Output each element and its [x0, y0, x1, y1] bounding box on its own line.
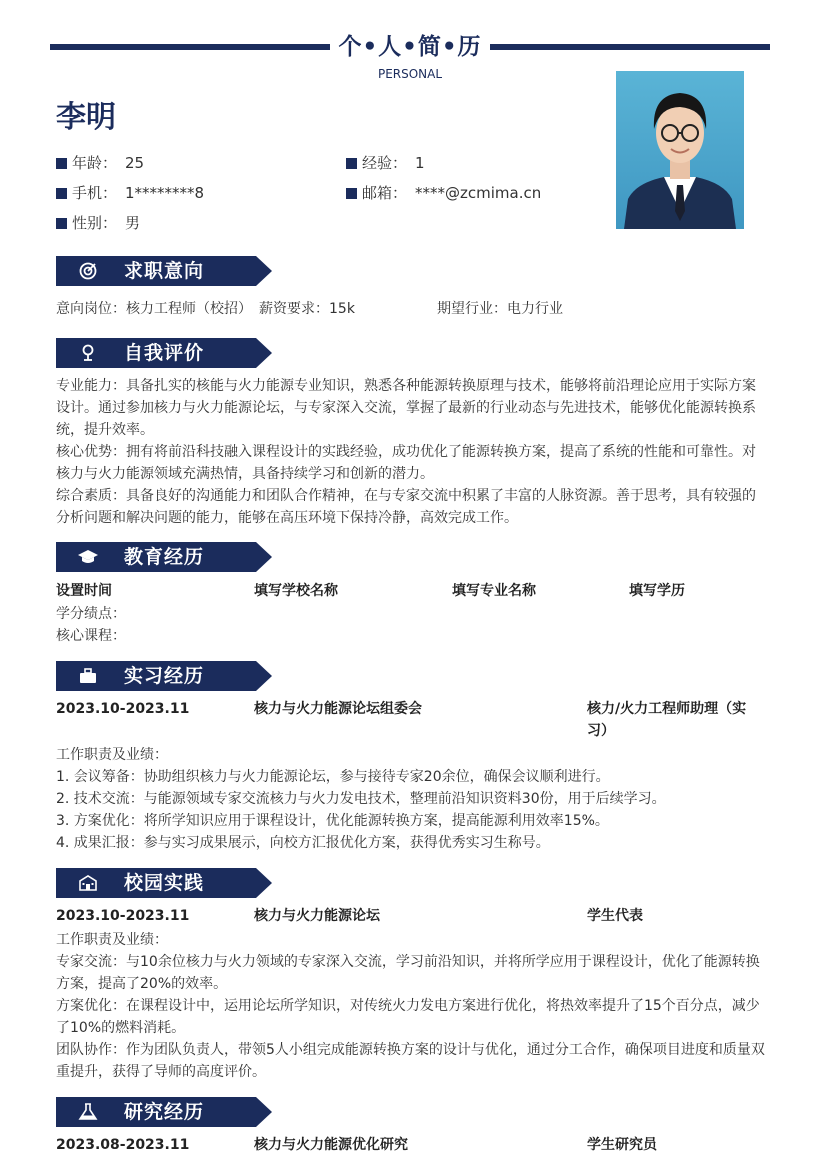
graduation-cap-icon — [78, 548, 98, 566]
campus-duty-item: 团队协作：作为团队负责人，带领5人小组完成能源转换方案的设计与优化，通过分工合作，确保项目进度和质量双重提升，获得了导师的高度评价。 — [56, 1042, 765, 1080]
internship-duty-item: 2. 技术交流：与能源领域专家交流核力与火力发电技术，整理前沿知识资料30份，用于后续学习。 — [56, 791, 666, 807]
internship-duty-item: 3. 方案优化：将所学知识应用于课程设计，优化能源转换方案，提高能源利用效率15%。 — [56, 813, 609, 829]
campus-role: 学生代表 — [587, 908, 643, 924]
resume-subtitle: PERSONAL — [377, 67, 443, 81]
info-experience: 经验： 1 — [346, 153, 425, 173]
section-header-intent: 求职意向 — [56, 256, 272, 286]
internship-row — [56, 698, 768, 742]
profile-photo — [616, 71, 744, 229]
building-icon — [78, 874, 98, 892]
header-rule-left — [50, 44, 330, 50]
internship-duty-item: 4. 成果汇报：参与实习成果展示，向校方汇报优化方案，获得优秀实习生称号。 — [56, 835, 550, 851]
resume-title: 个•人•简•历 — [338, 34, 482, 60]
education-courses: 核心课程： — [56, 628, 126, 644]
education-gpa: 学分绩点： — [56, 606, 126, 622]
section-header-internship: 实习经历 — [56, 661, 272, 691]
campus-time: 2023.10-2023.11 — [56, 908, 190, 924]
education-degree: 填写学历 — [629, 583, 685, 599]
research-org: 核力与火力能源优化研究 — [254, 1137, 408, 1153]
internship-org: 核力与火力能源论坛组委会 — [254, 701, 422, 717]
campus-duty-item: 专家交流：与10余位核力与火力领域的专家深入交流，学习前沿知识，并将所学应用于课程设计，优化了能源转换方案，提高了20%的效率。 — [56, 954, 760, 992]
section-header-campus: 校园实践 — [56, 868, 272, 898]
self-eval-paragraph: 综合素质：具备良好的沟通能力和团队合作精神，在与专家交流中积累了丰富的人脉资源。善于思考，具有较强的分析问题和解决问题的能力，能够在高压环境下保持冷静，高效完成工作。 — [56, 488, 756, 526]
internship-duty-item: 1. 会议筹备：协助组织核力与火力能源论坛，参与接待专家20余位，确保会议顺利进行。 — [56, 769, 610, 785]
education-major: 填写专业名称 — [452, 583, 536, 599]
research-time: 2023.08-2023.11 — [56, 1137, 190, 1153]
briefcase-icon — [78, 667, 98, 685]
medal-icon — [78, 344, 98, 362]
bullet-square-icon — [346, 158, 357, 169]
internship-duties — [56, 744, 768, 854]
info-phone: 手机： 1********8 — [56, 183, 204, 203]
bullet-square-icon — [56, 218, 67, 229]
campus-duty-label: 工作职责及业绩： — [56, 932, 168, 948]
bullet-square-icon — [56, 188, 67, 199]
intent-industry: 期望行业：电力行业 — [437, 301, 563, 317]
internship-role: 核力/火力工程师助理（实习） — [587, 701, 747, 739]
education-details — [56, 603, 768, 647]
section-header-education: 教育经历 — [56, 542, 272, 572]
info-age: 年龄： 25 — [56, 153, 144, 173]
campus-duties — [56, 929, 768, 1083]
candidate-name: 李明 — [56, 100, 116, 135]
campus-org: 核力与火力能源论坛 — [254, 908, 380, 924]
section-header-self-eval: 自我评价 — [56, 338, 272, 368]
info-gender: 性别： 男 — [56, 213, 140, 233]
self-eval-paragraph: 专业能力：具备扎实的核能与火力能源专业知识，熟悉各种能源转换原理与技术，能够将前沿理论应用于实际方案设计。通过参加核力与火力能源论坛，与专家深入交流，掌握了最新的行业动态与先进技术，能够优化能源转换系统，提升效率。 — [56, 378, 756, 438]
section-header-research: 研究经历 — [56, 1097, 272, 1127]
education-time: 设置时间 — [56, 583, 112, 599]
research-role: 学生研究员 — [587, 1137, 657, 1153]
target-icon — [78, 262, 98, 280]
bullet-square-icon — [346, 188, 357, 199]
internship-time: 2023.10-2023.11 — [56, 701, 190, 717]
campus-duty-item: 方案优化：在课程设计中，运用论坛所学知识，对传统火力发电方案进行优化，将热效率提升了15个百分点，减少了10%的燃料消耗。 — [56, 998, 760, 1036]
bullet-square-icon — [56, 158, 67, 169]
self-eval-paragraph: 核心优势：拥有将前沿科技融入课程设计的实践经验，成功优化了能源转换方案，提高了系统的性能和可靠性。对核力与火力能源领域充满热情，具备持续学习和创新的潜力。 — [56, 444, 756, 482]
internship-duty-label: 工作职责及业绩： — [56, 747, 168, 763]
info-email: 邮箱： ****@zcmima.cn — [346, 183, 541, 203]
education-school: 填写学校名称 — [254, 583, 338, 599]
intent-salary: 薪资要求：15k — [259, 301, 355, 317]
flask-icon — [78, 1103, 98, 1121]
self-eval-text — [56, 375, 768, 529]
intent-position: 意向岗位：核力工程师（校招） — [56, 301, 252, 317]
header-rule-right — [490, 44, 770, 50]
